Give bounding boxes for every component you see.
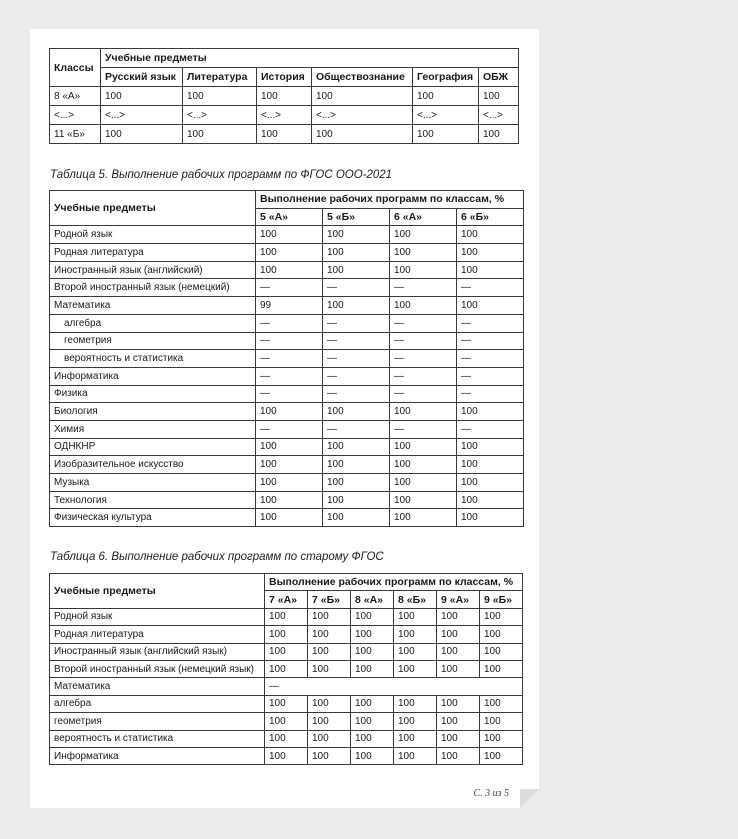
column-header: История [257, 68, 312, 87]
row-label: Родной язык [50, 226, 256, 244]
column-header: 9 «Б» [480, 591, 523, 608]
table-cell: — [390, 420, 457, 438]
row-label: 11 «Б» [50, 125, 101, 144]
row-label: Родная литература [50, 244, 256, 262]
table-cell: 100 [480, 608, 523, 625]
table-cell: — [323, 279, 390, 297]
table-cell: 100 [390, 491, 457, 509]
table-row [50, 456, 524, 474]
column-header: 9 «А» [437, 591, 480, 608]
row-label: Математика [50, 297, 256, 315]
table-cell: 100 [480, 747, 523, 764]
table-cell: — [390, 367, 457, 385]
table-cell: 100 [312, 125, 413, 144]
table-cell: 100 [394, 747, 437, 764]
table-cell: 100 [351, 626, 394, 643]
table-cell: 100 [390, 226, 457, 244]
table-cell: 100 [457, 491, 524, 509]
table-cell: 100 [390, 474, 457, 492]
table-cell: 100 [480, 730, 523, 747]
table-cell: 100 [351, 660, 394, 677]
table-header-row [50, 49, 519, 68]
table-row [50, 261, 524, 279]
table-cell: — [457, 420, 524, 438]
table-cell: 100 [457, 244, 524, 262]
table-cell: 100 [323, 491, 390, 509]
table-cell: 100 [308, 747, 351, 764]
table-cell: 100 [390, 438, 457, 456]
column-header: 8 «А» [351, 591, 394, 608]
table-cell: 100 [256, 244, 323, 262]
row-label: алгебра [50, 314, 256, 332]
merged-cell: — [265, 678, 523, 695]
table-cell: 100 [256, 403, 323, 421]
header-subjects: Учебные предметы [50, 191, 256, 226]
table-cell: 100 [323, 244, 390, 262]
row-label: Иностранный язык (английский язык) [50, 643, 265, 660]
table-cell: — [390, 332, 457, 350]
column-header: Литература [183, 68, 257, 87]
table-cell: 100 [308, 695, 351, 712]
table-row [50, 438, 524, 456]
table-row [50, 314, 524, 332]
column-header: 7 «Б» [308, 591, 351, 608]
table-cell: 100 [457, 509, 524, 527]
table-cell: 100 [457, 226, 524, 244]
row-label: Музыка [50, 474, 256, 492]
table-cell: 100 [480, 713, 523, 730]
table-row [50, 660, 523, 677]
table-cell: 100 [257, 87, 312, 106]
table-cell: 99 [256, 297, 323, 315]
table-cell: 100 [479, 87, 519, 106]
column-header: 7 «А» [265, 591, 308, 608]
table-cell: 100 [323, 261, 390, 279]
row-label: Технология [50, 491, 256, 509]
table-row [50, 279, 524, 297]
row-label: Информатика [50, 747, 265, 764]
table5-caption: Таблица 5. Выполнение рабочих программ по ФГОС ООО-2021 [50, 169, 393, 181]
row-label: Математика [50, 678, 265, 695]
table-cell: 100 [394, 695, 437, 712]
table-cell: — [390, 314, 457, 332]
table-cell: 100 [394, 608, 437, 625]
table-cell: <...> [413, 106, 479, 125]
table-row [50, 244, 524, 262]
row-label: вероятность и статистика [50, 730, 265, 747]
table-cell: — [256, 332, 323, 350]
column-header: 8 «Б» [394, 591, 437, 608]
table5-fgos-2021 [49, 190, 524, 527]
table-cell: 100 [457, 438, 524, 456]
column-header: 6 «А» [390, 208, 457, 226]
column-header: География [413, 68, 479, 87]
table-row [50, 730, 523, 747]
table-cell: 100 [457, 474, 524, 492]
table-cell: 100 [308, 713, 351, 730]
row-label: 8 «А» [50, 87, 101, 106]
row-label: вероятность и статистика [50, 350, 256, 368]
table-row [50, 332, 524, 350]
table-cell: 100 [256, 491, 323, 509]
table-cell: 100 [351, 713, 394, 730]
table-cell: 100 [183, 87, 257, 106]
header-subjects: Учебные предметы [50, 574, 265, 609]
table-cell: — [323, 367, 390, 385]
table-cell: 100 [437, 608, 480, 625]
table-cell: 100 [351, 608, 394, 625]
table-row [50, 297, 524, 315]
table-cell: 100 [308, 660, 351, 677]
table-cell: 100 [308, 643, 351, 660]
table-cell: 100 [323, 474, 390, 492]
table-cell: — [256, 314, 323, 332]
row-label: геометрия [50, 713, 265, 730]
table-cell: 100 [457, 297, 524, 315]
table-cell: 100 [437, 626, 480, 643]
table-cell: 100 [351, 747, 394, 764]
table-cell: <...> [479, 106, 519, 125]
table-cell: 100 [323, 509, 390, 527]
table-cell: 100 [308, 626, 351, 643]
table-row [50, 695, 523, 712]
table-row [50, 491, 524, 509]
header-classes: Классы [50, 49, 101, 87]
table-cell: 100 [265, 695, 308, 712]
table-cell: — [323, 314, 390, 332]
table-cell: 100 [265, 608, 308, 625]
table-cell: 100 [457, 456, 524, 474]
row-label: геометрия [50, 332, 256, 350]
table-cell: 100 [394, 660, 437, 677]
table-cell: 100 [308, 608, 351, 625]
table-cell: 100 [101, 87, 183, 106]
table-cell: 100 [257, 125, 312, 144]
table-cell: 100 [394, 643, 437, 660]
table-row [50, 367, 524, 385]
table-row [50, 509, 524, 527]
table-cell: 100 [413, 125, 479, 144]
table-row [50, 713, 523, 730]
table-cell: 100 [437, 695, 480, 712]
row-label: Информатика [50, 367, 256, 385]
row-label: Родной язык [50, 608, 265, 625]
table-cell: 100 [390, 509, 457, 527]
table-row [50, 125, 519, 144]
table-cell: 100 [390, 297, 457, 315]
row-label: алгебра [50, 695, 265, 712]
table-cell: 100 [323, 438, 390, 456]
table-cell: <...> [101, 106, 183, 125]
row-label: <...> [50, 106, 101, 125]
table-row [50, 643, 523, 660]
table-cell: 100 [256, 261, 323, 279]
table-header-row [50, 574, 523, 591]
table-cell: <...> [312, 106, 413, 125]
table-cell: — [256, 420, 323, 438]
table-cell: 100 [323, 456, 390, 474]
table-header-row [50, 68, 519, 87]
row-label: Физика [50, 385, 256, 403]
table-cell: 100 [256, 456, 323, 474]
table-cell: — [256, 350, 323, 368]
table-cell: — [256, 385, 323, 403]
table-cell: — [457, 314, 524, 332]
table-cell: — [323, 332, 390, 350]
table-cell: 100 [457, 403, 524, 421]
table6-caption: Таблица 6. Выполнение рабочих программ по старому ФГОС [50, 551, 384, 563]
table-row [50, 106, 519, 125]
table6-old-fgos [49, 573, 523, 765]
table-cell: 100 [256, 474, 323, 492]
table-cell: — [323, 385, 390, 403]
table-row [50, 626, 523, 643]
row-label: Родная литература [50, 626, 265, 643]
table-cell: 100 [323, 403, 390, 421]
table-cell: 100 [394, 730, 437, 747]
table-cell: — [457, 350, 524, 368]
header-subjects: Учебные предметы [101, 49, 519, 68]
table-cell: — [457, 332, 524, 350]
table-cell: 100 [256, 226, 323, 244]
table-cell: — [457, 279, 524, 297]
table-header-row [50, 191, 524, 209]
table-cell: 100 [480, 626, 523, 643]
table-cell: — [323, 420, 390, 438]
table-cell: — [390, 350, 457, 368]
table-cell: 100 [265, 747, 308, 764]
column-header: 5 «А» [256, 208, 323, 226]
table-cell: 100 [480, 643, 523, 660]
row-label: Химия [50, 420, 256, 438]
table-cell: 100 [437, 643, 480, 660]
table-cell: 100 [480, 660, 523, 677]
table-cell: — [390, 279, 457, 297]
table-cell: 100 [308, 730, 351, 747]
table-cell: <...> [183, 106, 257, 125]
table-cell: 100 [437, 713, 480, 730]
table-cell: — [457, 385, 524, 403]
table-cell: — [323, 350, 390, 368]
table-cell: — [457, 367, 524, 385]
table-cell: 100 [351, 695, 394, 712]
table-cell: 100 [390, 456, 457, 474]
table-cell: 100 [390, 244, 457, 262]
page-number: С. 3 из 5 [473, 788, 509, 799]
table-cell: — [256, 279, 323, 297]
table-row [50, 403, 524, 421]
table-cell: 100 [437, 730, 480, 747]
header-group: Выполнение рабочих программ по классам, % [256, 191, 524, 209]
table-cell: 100 [394, 626, 437, 643]
table-cell: 100 [265, 626, 308, 643]
document-page [30, 29, 539, 808]
table-row [50, 87, 519, 106]
table-cell: 100 [480, 695, 523, 712]
table-row [50, 678, 523, 695]
row-label: Биология [50, 403, 256, 421]
table-row [50, 385, 524, 403]
table-cell: 100 [394, 713, 437, 730]
table-cell: 100 [437, 747, 480, 764]
row-label: Второй иностранный язык (немецкий) [50, 279, 256, 297]
table-cell: 100 [351, 643, 394, 660]
row-label: Физическая культура [50, 509, 256, 527]
table-cell: 100 [265, 730, 308, 747]
table-cell: 100 [413, 87, 479, 106]
table-row [50, 350, 524, 368]
table-cell: 100 [390, 403, 457, 421]
table-row [50, 474, 524, 492]
page-curl-corner [520, 789, 539, 808]
table-cell: 100 [437, 660, 480, 677]
column-header: Обществознание [312, 68, 413, 87]
header-group: Выполнение рабочих программ по классам, % [265, 574, 523, 591]
table-row [50, 747, 523, 764]
row-label: Второй иностранный язык (немецкий язык) [50, 660, 265, 677]
table-cell: 100 [390, 261, 457, 279]
table-cell: — [256, 367, 323, 385]
table-cell: 100 [101, 125, 183, 144]
row-label: ОДНКНР [50, 438, 256, 456]
column-header: ОБЖ [479, 68, 519, 87]
table-cell: 100 [479, 125, 519, 144]
table-cell: 100 [351, 730, 394, 747]
table-cell: 100 [183, 125, 257, 144]
table-row [50, 420, 524, 438]
table-cell: 100 [265, 643, 308, 660]
table-row [50, 608, 523, 625]
table-classes-subjects [49, 48, 519, 144]
column-header: 6 «Б» [457, 208, 524, 226]
column-header: 5 «Б» [323, 208, 390, 226]
row-label: Изобразительное искусство [50, 456, 256, 474]
table-cell: <...> [257, 106, 312, 125]
table-cell: 100 [323, 226, 390, 244]
table-cell: 100 [457, 261, 524, 279]
table-cell: 100 [256, 509, 323, 527]
table-row [50, 226, 524, 244]
table-cell: 100 [256, 438, 323, 456]
table-cell: — [390, 385, 457, 403]
table-cell: 100 [265, 713, 308, 730]
column-header: Русский язык [101, 68, 183, 87]
table-cell: 100 [323, 297, 390, 315]
table-cell: 100 [312, 87, 413, 106]
table-cell: 100 [265, 660, 308, 677]
row-label: Иностранный язык (английский) [50, 261, 256, 279]
